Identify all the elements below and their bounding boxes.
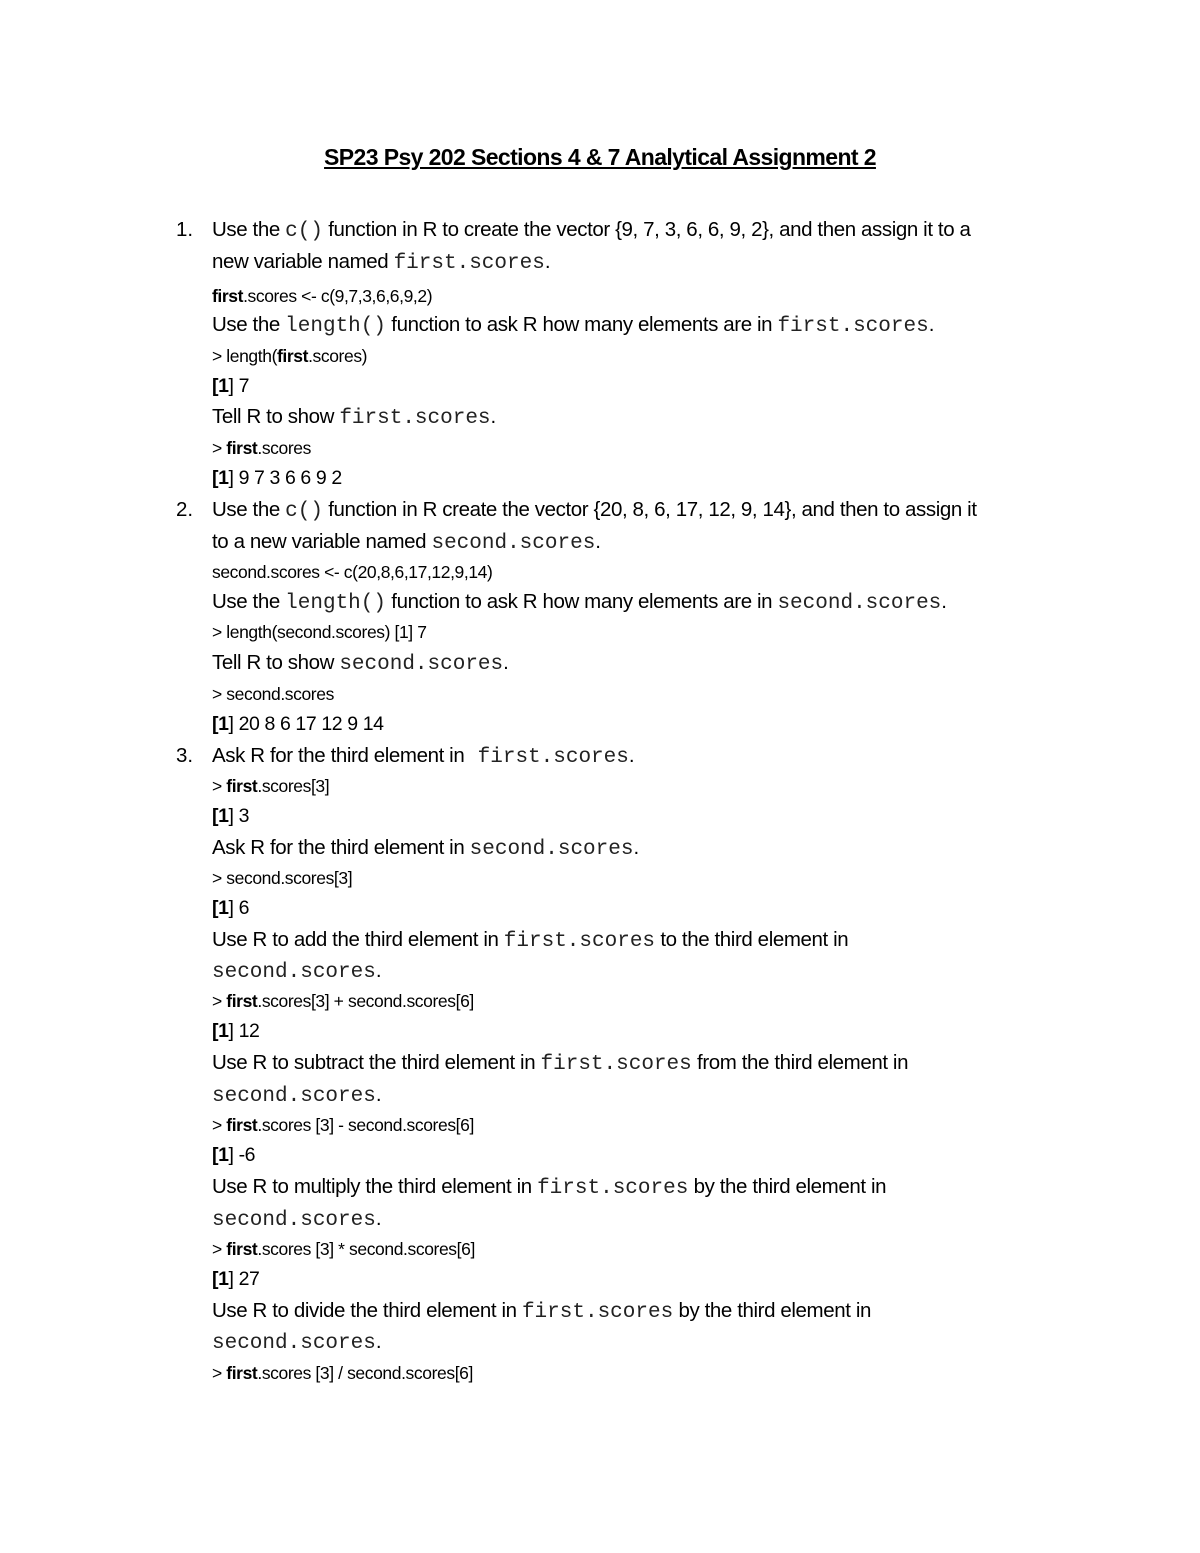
q3-output-add: [1] 12 [212, 1020, 260, 1042]
question-2-number: 2. [176, 498, 194, 521]
q3-command-divide: > first.scores [3] / second.scores[6] [212, 1363, 473, 1383]
q1-output-length: [1] 7 [212, 375, 250, 397]
q3-output-first: [1] 3 [212, 805, 250, 827]
q2-output-show: [1] 20 8 6 17 12 9 14 [212, 713, 384, 735]
q3-output-multiply: [1] 27 [212, 1268, 260, 1290]
q3-command-add: > first.scores[3] + second.scores[6] [212, 991, 474, 1011]
page-title: SP23 Psy 202 Sections 4 & 7 Analytical Assignment 2 [324, 144, 876, 170]
q2-command-assign: second.scores <- c(20,8,6,17,12,9,14) [212, 562, 493, 582]
q2-command-length: > length(second.scores) [1] 7 [212, 622, 427, 642]
q3-instruction-first: Ask R for the third element in first.scores. [212, 744, 635, 769]
q3-command-second: > second.scores[3] [212, 868, 353, 888]
q2-instruction-show: Tell R to show second.scores. [212, 651, 509, 676]
q2-instruction-length: Use the length() function to ask R how many elements are in second.scores. [212, 590, 947, 615]
q3-instruction-second: Ask R for the third element in second.scores. [212, 836, 639, 861]
q2-instruction-assign: to a new variable named second.scores. [212, 530, 601, 555]
q3-instruction-multiply-cont: second.scores. [212, 1207, 382, 1232]
q3-output-subtract: [1] -6 [212, 1144, 256, 1166]
q1-command-assign: first.scores <- c(9,7,3,6,6,9,2) [212, 286, 433, 306]
q3-instruction-subtract: Use R to subtract the third element in first.scores from the third element in [212, 1051, 909, 1076]
q3-command-subtract: > first.scores [3] - second.scores[6] [212, 1115, 474, 1135]
q1-instruction-show: Tell R to show first.scores. [212, 405, 496, 430]
q3-instruction-divide-cont: second.scores. [212, 1330, 382, 1355]
question-1-number: 1. [176, 218, 194, 241]
q3-instruction-add-cont: second.scores. [212, 959, 382, 984]
q3-command-first: > first.scores[3] [212, 776, 330, 796]
q1-output-show: [1] 9 7 3 6 6 9 2 [212, 467, 342, 489]
q3-instruction-divide: Use R to divide the third element in first.scores by the third element in [212, 1299, 871, 1324]
q3-command-multiply: > first.scores [3] * second.scores[6] [212, 1239, 475, 1259]
question-3-number: 3. [176, 744, 194, 767]
q3-instruction-subtract-cont: second.scores. [212, 1083, 382, 1108]
q2-command-show: > second.scores [212, 684, 334, 704]
q1-instruction-assign: new variable named first.scores. [212, 250, 551, 275]
q3-instruction-multiply: Use R to multiply the third element in first.scores by the third element in [212, 1175, 887, 1200]
q1-instruction-create: Use the c() function in R to create the vector {9, 7, 3, 6, 6, 9, 2}, and then assign it to a [212, 218, 971, 243]
q1-command-length: > length(first.scores) [212, 346, 368, 366]
q2-instruction-create: Use the c() function in R create the vector {20, 8, 6, 17, 12, 9, 14}, and then to assign it [212, 498, 977, 523]
q1-instruction-length: Use the length() function to ask R how many elements are in first.scores. [212, 313, 934, 338]
q1-command-show: > first.scores [212, 438, 311, 458]
q3-instruction-add: Use R to add the third element in first.scores to the third element in [212, 928, 849, 953]
q3-output-second: [1] 6 [212, 897, 250, 919]
